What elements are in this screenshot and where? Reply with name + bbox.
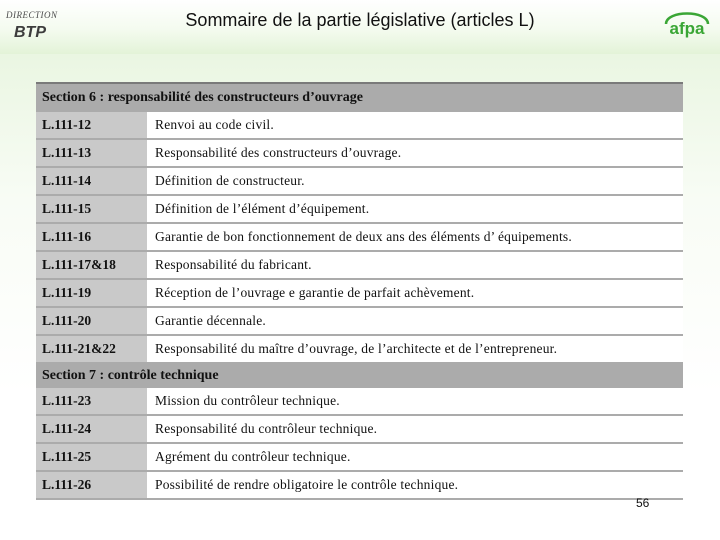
table-row <box>36 139 683 167</box>
table-row <box>36 167 683 195</box>
table-row <box>36 223 683 251</box>
article-description: Responsabilité des constructeurs d’ouvrage. <box>147 139 683 167</box>
table-row <box>36 471 683 499</box>
table-row <box>36 415 683 443</box>
table-row <box>36 279 683 307</box>
article-code: L.111-19 <box>36 279 147 307</box>
slide-header <box>0 0 720 54</box>
article-code: L.111-15 <box>36 195 147 223</box>
article-description: Garantie décennale. <box>147 307 683 335</box>
section-heading: Section 6 : responsabilité des constructeurs d’ouvrage <box>36 83 683 112</box>
article-code: L.111-16 <box>36 223 147 251</box>
logo-left-btp-text: BTP <box>14 24 46 41</box>
article-code: L.111-25 <box>36 443 147 471</box>
article-description: Renvoi au code civil. <box>147 112 683 139</box>
article-description: Mission du contrôleur technique. <box>147 388 683 415</box>
logo-left-top-text: DIRECTION <box>6 10 58 20</box>
article-description: Responsabilité du maître d’ouvrage, de l’architecte et de l’entrepreneur. <box>147 335 683 363</box>
article-description: Responsabilité du fabricant. <box>147 251 683 279</box>
article-code: L.111-20 <box>36 307 147 335</box>
article-code: L.111-23 <box>36 388 147 415</box>
article-code: L.111-24 <box>36 415 147 443</box>
article-description: Définition de l’élément d’équipement. <box>147 195 683 223</box>
section-heading-row <box>36 83 683 112</box>
article-code: L.111-14 <box>36 167 147 195</box>
afpa-logo <box>662 4 712 44</box>
table-row <box>36 443 683 471</box>
article-code: L.111-17&18 <box>36 251 147 279</box>
article-description: Agrément du contrôleur technique. <box>147 443 683 471</box>
page-title: Sommaire de la partie législative (articles L) <box>185 10 535 30</box>
table-row <box>36 195 683 223</box>
article-description: Réception de l’ouvrage e garantie de parfait achèvement. <box>147 279 683 307</box>
article-code: L.111-26 <box>36 471 147 499</box>
section-heading-row <box>36 363 683 388</box>
table-row <box>36 307 683 335</box>
article-description: Définition de constructeur. <box>147 167 683 195</box>
articles-table <box>36 82 683 500</box>
table-row <box>36 112 683 139</box>
page-number: 56 <box>636 496 650 510</box>
article-code: L.111-13 <box>36 139 147 167</box>
direction-btp-logo <box>6 10 66 44</box>
table-row <box>36 388 683 415</box>
afpa-logo-text: afpa <box>669 19 705 38</box>
article-code: L.111-12 <box>36 112 147 139</box>
section-heading: Section 7 : contrôle technique <box>36 363 683 388</box>
article-code: L.111-21&22 <box>36 335 147 363</box>
article-description: Possibilité de rendre obligatoire le contrôle technique. <box>147 471 683 499</box>
table-row <box>36 251 683 279</box>
afpa-logo-icon <box>662 4 712 44</box>
article-description: Responsabilité du contrôleur technique. <box>147 415 683 443</box>
table-row <box>36 335 683 363</box>
article-description: Garantie de bon fonctionnement de deux ans des éléments d’ équipements. <box>147 223 683 251</box>
